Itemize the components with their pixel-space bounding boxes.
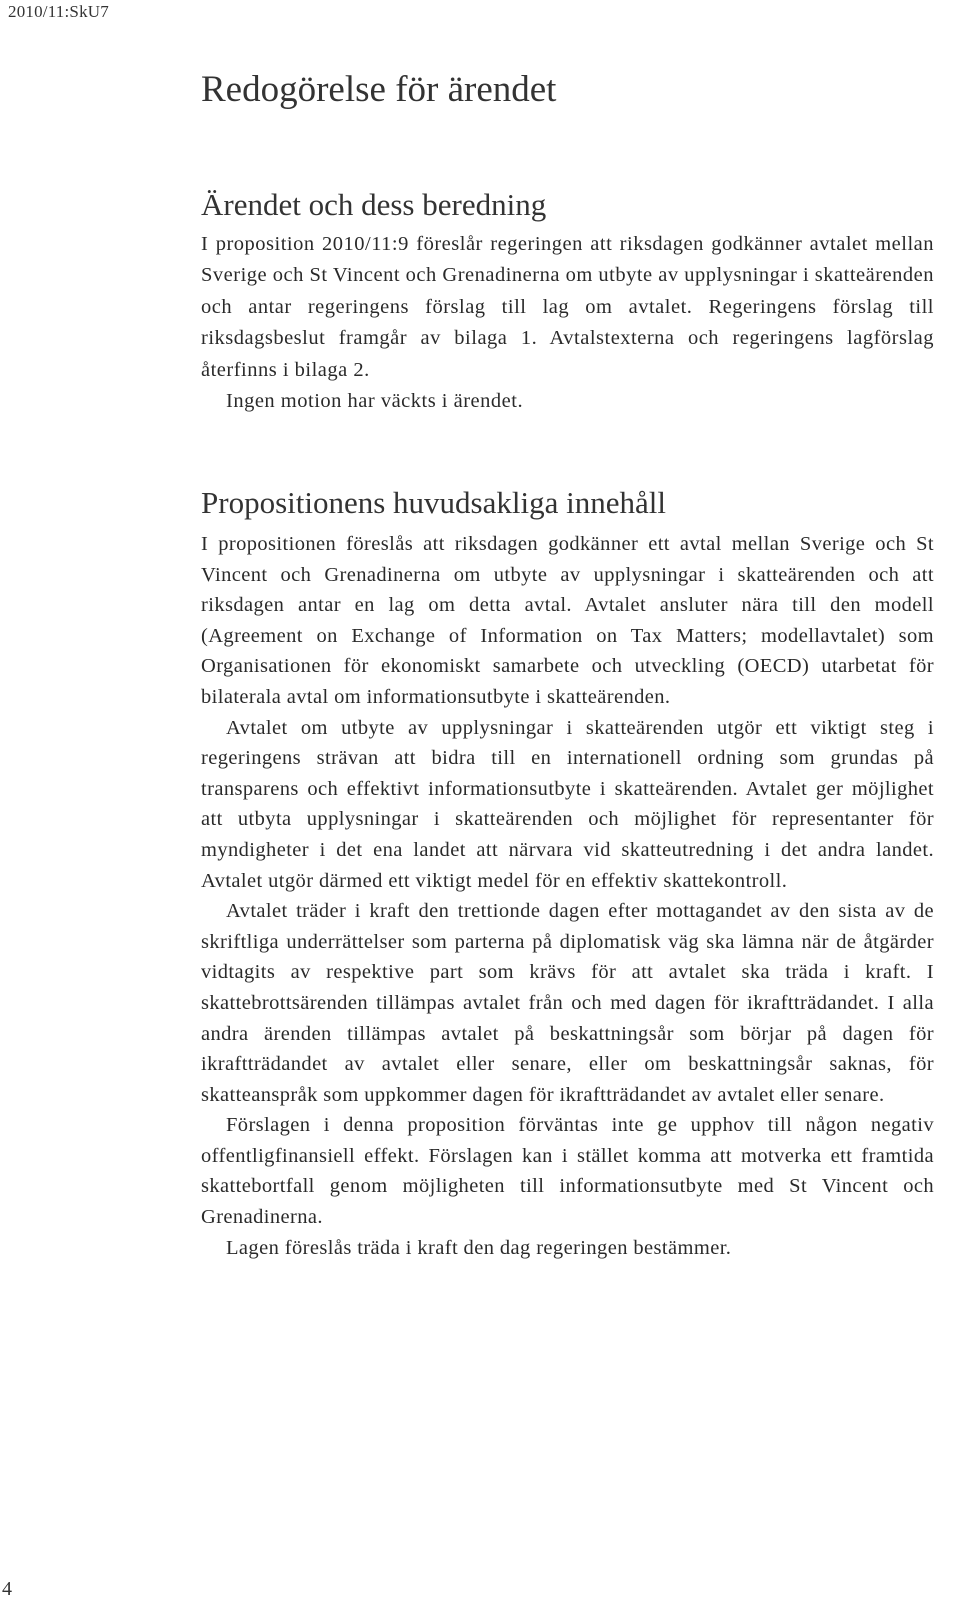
section-heading: Propositionens huvudsakliga innehåll	[201, 485, 666, 520]
page-number: 4	[2, 1578, 12, 1600]
paragraph: I propositionen föreslås att riksdagen godkänner ett avtal mellan Sverige och St Vincent och Grenadinerna om utbyte av upplysningar i skatteärenden och att riksdagen antar en lag om detta avtal. Avtalet ansluter nära till den modell (Agreement on Exchange of Information on Tax Matters; modellavtalet) som Organisationen för ekonomiskt samarbete och utveckling (OECD) utarbetat för bilaterala avtal om informationsutbyte i skatteärenden.	[201, 533, 934, 708]
paragraph: Avtalet träder i kraft den trettionde dagen efter mottagandet av den sista av de skriftliga underrättelser som parterna på diplomatisk väg ska lämna när de åtgärder vidtagits av respektive part som krävs för att avtalet ska träda i kraft. I skattebrottsärenden tillämpas avtalet från och med dagen för ikraftträdandet. I alla andra ärenden tillämpas avtalet på beskattningsår som börjar på dagen för ikraftträdandet av avtalet eller senare, eller om beskattningsår saknas, för skatteanspråk som uppkommer dagen för ikraftträdandet av avtalet eller senare.	[201, 900, 934, 1106]
document-body	[201, 64, 934, 1259]
running-header: 2010/11:SkU7	[8, 2, 109, 21]
section-body	[201, 529, 934, 1263]
page-title: Redogörelse för ärendet	[201, 69, 557, 110]
paragraph: Ingen motion har väckts i ärendet.	[226, 390, 524, 413]
section-arendet-och-dess-beredning	[201, 185, 934, 417]
paragraph: Förslagen i denna proposition förväntas inte ge upphov till någon negativ offentligfinansiell effekt. Förslagen kan i stället komma att motverka ett framtida skattebortfall genom möjligheten till informationsutbyte med St Vincent och Grenadinerna.	[201, 1114, 934, 1229]
paragraph: Lagen föreslås träda i kraft den dag regeringen bestämmer.	[226, 1236, 732, 1259]
paragraph: I proposition 2010/11:9 föreslår regeringen att riksdagen godkänner avtalet mellan Sverige och St Vincent och Grenadinerna om utbyte av upplysningar i skatteärenden och antar regeringens förslag till lag om avtalet. Regeringens förslag till riksdagsbeslut framgår av bilaga 1. Avtalstexterna och regeringens lagförslag återfinns i bilaga 2.	[201, 233, 934, 381]
section-propositionens-innehall	[201, 483, 934, 1263]
section-heading: Ärendet och dess beredning	[201, 187, 547, 222]
paragraph: Avtalet om utbyte av upplysningar i skatteärenden utgör ett viktigt steg i regeringens strävan att bidra till en internationell ordning som grundas på transparens och effektivt informationsutbyte i skatteärenden. Avtalet ger möjlighet att utbyta upplysningar i skatteärenden och möjlighet för representanter för myndigheter i det ena landet att närvara vid skatteutredning i det andra landet. Avtalet utgör därmed ett viktigt medel för en effektiv skattekontroll.	[201, 716, 934, 892]
section-body	[201, 229, 934, 417]
